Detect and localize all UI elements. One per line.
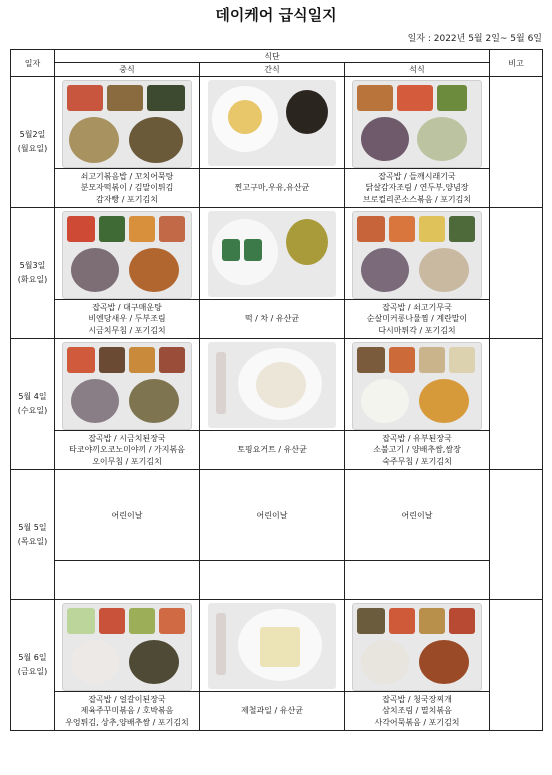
header-meal-group: 식단 bbox=[55, 50, 490, 63]
snack-holiday-cell bbox=[200, 470, 345, 561]
day-weekday: (수요일) bbox=[17, 406, 48, 415]
header-snack: 간식 bbox=[200, 63, 345, 77]
lunch-menu: 잡곡밥 / 얼갈이된장국 제육주꾸미볶음 / 호박볶음 우엉튀김, 상추,양배추쌈 / 포기김치 bbox=[55, 692, 200, 731]
day-date: 5월 4일 bbox=[18, 392, 47, 401]
lunch-photo-cell bbox=[55, 77, 200, 169]
snack-menu: 제철과일 / 유산균 bbox=[200, 692, 345, 731]
header-dinner: 석식 bbox=[345, 63, 490, 77]
meal-tray-photo bbox=[62, 211, 192, 299]
meal-log-table bbox=[10, 49, 543, 731]
meal-tray-photo bbox=[352, 211, 482, 299]
lunch-photo-cell bbox=[55, 208, 200, 300]
dinner-photo-cell bbox=[345, 339, 490, 431]
meal-tray-photo bbox=[62, 342, 192, 430]
snack-photo-cell bbox=[200, 208, 345, 300]
snack-menu: 떡 / 차 / 유산균 bbox=[200, 300, 345, 339]
note-cell bbox=[490, 600, 543, 731]
snack-menu: 토핑요거트 / 유산균 bbox=[200, 431, 345, 470]
meal-tray-photo bbox=[352, 603, 482, 691]
day-date: 5월2일 bbox=[19, 130, 46, 139]
note-cell bbox=[490, 77, 543, 208]
meal-tray-photo bbox=[62, 80, 192, 168]
header-lunch: 중식 bbox=[55, 63, 200, 77]
header-note: 비고 bbox=[490, 50, 543, 77]
snack-photo bbox=[208, 80, 336, 166]
snack-menu: 찐고구마,우유,유산균 bbox=[200, 169, 345, 208]
meal-tray-photo bbox=[352, 80, 482, 168]
dinner-photo-cell bbox=[345, 208, 490, 300]
dinner-photo-cell bbox=[345, 600, 490, 692]
holiday-label: 어린이날 bbox=[111, 510, 143, 520]
snack-photo-cell bbox=[200, 77, 345, 169]
page-title: 데이케어 급식일지 bbox=[215, 6, 337, 24]
note-cell bbox=[490, 470, 543, 600]
holiday-label: 어린이날 bbox=[256, 510, 288, 520]
day-weekday: (목요일) bbox=[17, 536, 48, 546]
date-range: 일자 : 2022년 5월 2일~ 5월 6일 bbox=[407, 34, 542, 44]
dinner-holiday-cell bbox=[345, 470, 490, 561]
snack-menu bbox=[200, 561, 345, 600]
meal-tray-photo bbox=[352, 342, 482, 430]
dinner-menu: 잡곡밥 / 유부된장국 소불고기 / 양배추쌈,쌈장 숙주무침 / 포기김치 bbox=[345, 431, 490, 470]
day-cell bbox=[11, 77, 55, 208]
holiday-label: 어린이날 bbox=[401, 510, 433, 520]
day-cell bbox=[11, 208, 55, 339]
dinner-menu bbox=[345, 561, 490, 600]
snack-photo-cell bbox=[200, 339, 345, 431]
day-date: 5월 6일 bbox=[18, 653, 47, 662]
snack-photo bbox=[208, 342, 336, 428]
note-cell bbox=[490, 339, 543, 470]
lunch-menu: 쇠고기볶음밥 / 꼬치어묵탕 분모자떡볶이 / 김말이튀김 감자빵 / 포기김치 bbox=[55, 169, 200, 208]
lunch-photo-cell bbox=[55, 600, 200, 692]
day-weekday: (화요일) bbox=[17, 275, 48, 284]
dinner-menu: 잡곡밥 / 들깨시래기국 닭살감자조림 / 연두부,양념장 브로컬리콘소스볶음 / 포기김치 bbox=[345, 169, 490, 208]
day-cell bbox=[11, 339, 55, 470]
header-day: 일자 bbox=[11, 50, 55, 77]
dinner-menu: 잡곡밥 / 쇠고기무국 순살미커롱나물찜 / 계란말이 다시마튀각 / 포기김치 bbox=[345, 300, 490, 339]
lunch-menu bbox=[55, 561, 200, 600]
note-cell bbox=[490, 208, 543, 339]
meal-tray-photo bbox=[62, 603, 192, 691]
dinner-photo-cell bbox=[345, 77, 490, 169]
lunch-menu: 잡곡밥 / 시금치된장국 타코야끼오코노미야끼 / 가지볶음 오이무침 / 포기김치 bbox=[55, 431, 200, 470]
snack-photo bbox=[208, 211, 336, 297]
day-weekday: (금요일) bbox=[17, 667, 48, 676]
day-cell bbox=[11, 470, 55, 600]
day-cell bbox=[11, 600, 55, 731]
lunch-holiday-cell bbox=[55, 470, 200, 561]
snack-photo bbox=[208, 603, 336, 689]
snack-photo-cell bbox=[200, 600, 345, 692]
lunch-menu: 잡곡밥 / 대구매운탕 비엔당새우 / 두부조림 시금치무침 / 포기김치 bbox=[55, 300, 200, 339]
lunch-photo-cell bbox=[55, 339, 200, 431]
day-date: 5월3일 bbox=[19, 261, 46, 270]
day-date: 5월 5일 bbox=[18, 522, 47, 532]
dinner-menu: 잡곡밥 / 청국장찌개 삼치조림 / 멸치볶음 사각어묵볶음 / 포기김치 bbox=[345, 692, 490, 731]
day-weekday: (월요일) bbox=[17, 144, 48, 153]
